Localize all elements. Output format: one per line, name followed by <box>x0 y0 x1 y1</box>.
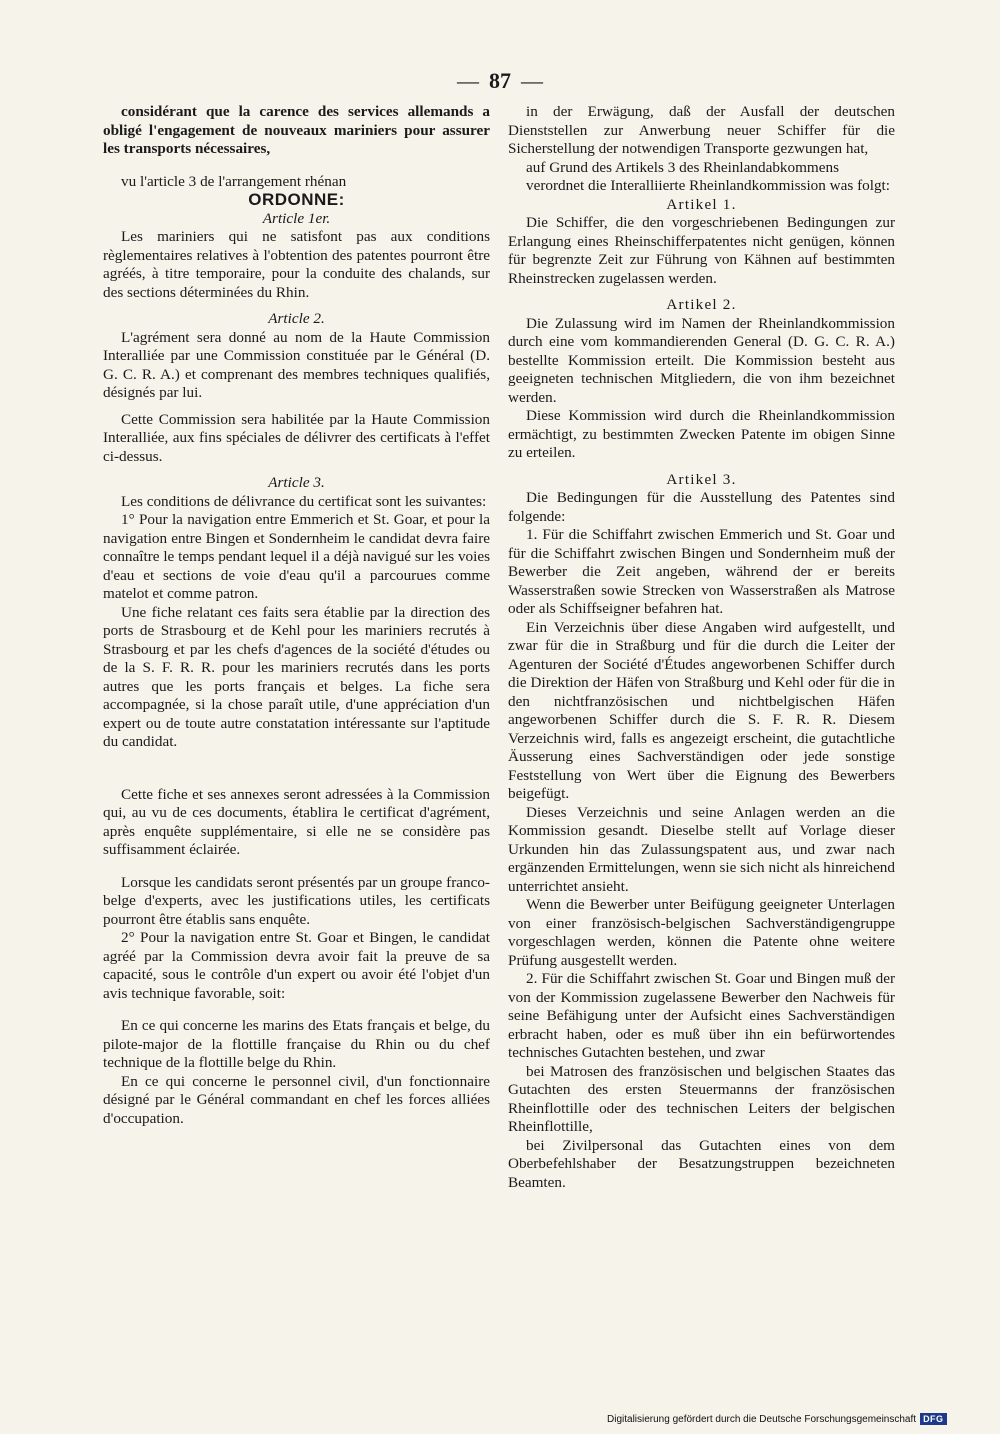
de-article-1-title: Artikel 1. <box>666 195 737 213</box>
de-auf-grund: auf Grund des Artikels 3 des Rheinlandabkommens <box>526 158 839 176</box>
fr-article-2-title: Article 2. <box>268 310 325 327</box>
de-article-3-p7: bei Matrosen des französischen und belgischen Staates das Gutachten des ersten Steuermanns der französischen Rheinflottille oder des technischen Leiters der belgischen Rheinflottille, <box>508 1062 895 1135</box>
fr-article-3-p8: En ce qui concerne le personnel civil, d'un fonctionnaire désigné par le Général commandant en chef les forces alliées d'occupation. <box>103 1072 490 1127</box>
de-article-3-title: Artikel 3. <box>666 470 737 488</box>
fr-article-3-p2: 1° Pour la navigation entre Emmerich et St. Goar, et pour la navigation entre Bingen et Sondernheim le candidat devra faire connaître le temps pendant lequel il a déjà navigué sur les voies d'eau et sections de voie d'eau qu'il a parcourues comme matelot et comme patron. <box>103 511 490 602</box>
de-article-3-p8: bei Zivilpersonal das Gutachten eines von dem Oberbefehlshaber der Besatzungstruppen bezeichneten Beamten. <box>508 1136 895 1191</box>
fr-article-3-p3: Une fiche relatant ces faits sera établie par la direction des ports de Strasbourg et de Kehl pour les mariniers recrutés à Strasbourg et par les chefs d'agences de la société d'études ou de la S. F. R. R. pour les mariniers recrutés dans les ports autres que les ports français et belges. La fiche sera accompagnée, si la chose paraît utile, d'une appréciation d'un expert ou de toute autre constatation intéressante sur l'aptitude du candidat. <box>103 603 490 750</box>
fr-article-2-p1: L'agrément sera donné au nom de la Haute Commission Interalliée par une Commission constituée par le Général (D. G. C. R. A.) et comprenant des membres techniques qualifiés, désignés par lui. <box>103 328 490 401</box>
fr-article-3-p1: Les conditions de délivrance du certificat sont les suivantes: <box>121 492 487 510</box>
fr-article-3-title: Article 3. <box>268 474 325 491</box>
digitization-footer <box>607 1413 947 1425</box>
german-column <box>508 103 895 1192</box>
dfg-logo: DFG <box>920 1413 947 1425</box>
page-number-header: — 87 — <box>457 68 543 93</box>
de-article-3-p6: 2. Für die Schiffahrt zwischen St. Goar und Bingen muß der von der Kommission zugelassene Bewerber den Nachweis für seine Befähigung unter der Aufsicht eines Sachverständigen erbracht haben, oder es muß über ihn ein befürwortendes technisches Gutachten bestehen, und zwar <box>508 970 895 1061</box>
page-number: 87 <box>489 68 511 93</box>
de-article-3-p2: 1. Für die Schiffahrt zwischen Emmerich und St. Goar und für die Schiffahrt zwischen Bingen und Sondernheim muß der Bewerber die Zeit angeben, während der er bereits Wasserstraßen sowie Strecken von Wasserstraßen als Matrose oder als Schiffseigner befahren hat. <box>508 526 895 617</box>
fr-article-1-text: Les mariniers qui ne satisfont pas aux conditions règlementaires relatives à l'obtention des patentes pourront être agréés, à titre temporaire, pour la conduite des chalands, sur des sections déterminées du Rhin. <box>103 228 490 301</box>
de-verordnet: verordnet die Interalliierte Rheinlandkommission was folgt: <box>526 177 890 194</box>
de-article-2-title: Artikel 2. <box>666 296 737 313</box>
fr-ordonne-heading: ORDONNE: <box>248 190 345 209</box>
fr-article-3-p4: Cette fiche et ses annexes seront adressées à la Commission qui, au vu de ces documents, établira le certificat d'agrément, après enquête supplémentaire, si elle ne se considère pas suffisamment éclairée. <box>103 785 490 858</box>
de-article-2-p1: Die Zulassung wird im Namen der Rheinlandkommission durch eine vom kommandierenden General (D. G. C. R. A.) bestellte Kommission erteilt. Die Kommission besteht aus geeigneten technischen Mitgliedern, die von ihm bezeichnet werden. <box>508 314 895 406</box>
fr-article-3-p6: 2° Pour la navigation entre St. Goar et Bingen, le candidat agréé par la Commission devra avoir fait la preuve de sa capacité, sous le contrôle d'un expert ou avoir été l'objet d'un avis technique favorable, soit: <box>103 929 490 1002</box>
de-article-1-text: Die Schiffer, die den vorgeschriebenen Bedingungen zur Erlangung eines Rheinschifferpatentes nicht genügen, können für begrenzte Zeit zur Führung von Kähnen auf bestimmten Rheinstrecken zugelassen werden. <box>508 214 895 287</box>
fr-article-1-title: Article 1er. <box>262 209 331 227</box>
de-article-3-p5: Wenn die Bewerber unter Beifügung geeigneter Unterlagen von einer französisch-belgischen Sachverständigengruppe vorgeschlagen werden, können die Patente ohne weitere Prüfung ausgestellt werden. <box>508 896 895 969</box>
footer-credit-text: Digitalisierung gefördert durch die Deutsche Forschungsgemeinschaft <box>607 1413 917 1425</box>
french-column <box>103 103 490 1128</box>
de-article-2-p2: Diese Kommission wird durch die Rheinlandkommission ermächtigt, zu bestimmten Zwecken Patente im obigen Sinne zu erteilen. <box>508 407 895 461</box>
fr-considerant: considérant que la carence des services allemands a obligé l'engagement de nouveaux mariniers pour assurer les transports nécessaires, <box>103 103 490 157</box>
fr-article-3-p5: Lorsque les candidats seront présentés par un groupe franco-belge d'experts, avec les justifications utiles, les certificats pourront être établis sans enquête. <box>103 873 490 928</box>
fr-article-3-p7: En ce qui concerne les marins des Etats français et belge, du pilote-major de la flottille française du Rhin ou du chef technique de la flottille belge du Rhin. <box>103 1017 490 1071</box>
de-article-3-p1: Die Bedingungen für die Ausstellung des Patentes sind folgende: <box>508 489 895 525</box>
fr-vu: vu l'article 3 de l'arrangement rhénan <box>121 172 347 190</box>
de-article-3-p3: Ein Verzeichnis über diese Angaben wird aufgestellt, und zwar für die in Straßburg und für die durch die Leiter der Agenturen der Société d'Études angeworbenen Schiffer durch die Direktion der Häfen von Straßburg und Kehl oder für die in den nichtfranzösischen und nichtbelgischen Häfen angeworbenen Schiffer durch die S. F. R. R. Diesem Verzeichnis wird, falls es angezeigt erscheint, die gutachtliche Äusserung eines Sachverständigen oder jede sonstige Feststellung von Wert über die Eignung des Bewerbers beigefügt. <box>508 618 895 802</box>
de-erwaegung: in der Erwägung, daß der Ausfall der deutschen Dienststellen zur Anwerbung neuer Schiffer für die Sicherstellung der notwendigen Transporte gezwungen hat, <box>508 103 895 157</box>
fr-article-2-p2: Cette Commission sera habilitée par la Haute Commission Interalliée, aux fins spéciales de délivrer des certificats à l'effet ci-dessus. <box>103 410 490 465</box>
de-article-3-p4: Dieses Verzeichnis und seine Anlagen werden an die Kommission gesandt. Dieselbe stellt auf Vorlage dieser Urkunden hin das Zulassungspatent aus, und zwar nach ergänzenden Ermittelungen, wenn sie sich nicht als hinreichend unterrichtet ansieht. <box>508 803 895 895</box>
